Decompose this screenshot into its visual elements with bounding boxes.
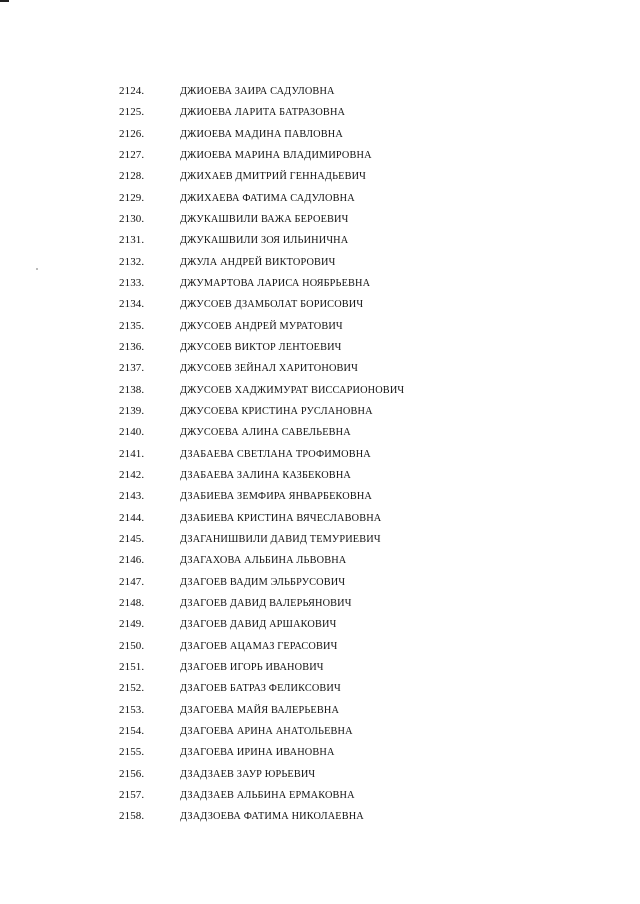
list-item	[0, 678, 640, 699]
entry-name: ДЖУСОЕВА АЛИНА САВЕЛЬЕВНА	[180, 427, 351, 439]
entry-number: 2139.	[119, 404, 145, 417]
entry-name: ДЖУКАШВИЛИ ВАЖА БЕРОЕВИЧ	[180, 213, 349, 225]
entry-number: 2154.	[119, 724, 145, 737]
entry-number: 2140.	[119, 426, 145, 439]
list-item	[0, 188, 640, 209]
entry-number: 2126.	[119, 127, 145, 140]
entry-name: ДЗАГОЕВА АРИНА АНАТОЛЬЕВНА	[180, 725, 353, 737]
entry-number: 2153.	[119, 703, 145, 716]
entry-name: ДЖУСОЕВ АНДРЕЙ МУРАТОВИЧ	[180, 320, 343, 332]
list-item	[0, 358, 640, 379]
entry-number: 2147.	[119, 575, 145, 588]
entry-name: ДЖИОЕВА МАДИНА ПАВЛОВНА	[180, 128, 343, 140]
list-item	[0, 166, 640, 187]
entry-name: ДЖИХАЕВ ДМИТРИЙ ГЕННАДЬЕВИЧ	[180, 171, 367, 183]
entry-number: 2129.	[119, 191, 145, 204]
entry-name: ДЖУСОЕВА КРИСТИНА РУСЛАНОВНА	[180, 405, 373, 417]
entry-number: 2141.	[119, 447, 145, 460]
list-item	[0, 614, 640, 635]
entry-name: ДЗАГОЕВ ДАВИД АРШАКОВИЧ	[180, 619, 337, 631]
entry-number: 2138.	[119, 383, 145, 396]
entry-name: ДЖИОЕВА ЛАРИТА БАТРАЗОВНА	[180, 107, 346, 119]
list-item	[0, 486, 640, 507]
entry-name: ДЖИОЕВА ЗАИРА САДУЛОВНА	[180, 86, 335, 97]
list-item	[0, 294, 640, 315]
list-item	[0, 636, 640, 657]
list-item	[0, 401, 640, 422]
entry-number: 2135.	[119, 319, 145, 332]
entry-number: 2144.	[119, 511, 145, 524]
entry-number: 2152.	[119, 682, 145, 695]
entry-name: ДЗАГОЕВ ВАДИМ ЭЛЬБРУСОВИЧ	[180, 576, 346, 588]
entry-name: ДЖИОЕВА МАРИНА ВЛАДИМИРОВНА	[180, 149, 372, 161]
list-item	[0, 273, 640, 294]
entry-number: 2132.	[119, 255, 145, 268]
entry-name: ДЗАБАЕВА ЗАЛИНА КАЗБЕКОВНА	[180, 469, 351, 481]
entry-number: 2145.	[119, 532, 145, 545]
entry-name: ДЖУСОЕВ ДЗАМБОЛАТ БОРИСОВИЧ	[180, 299, 364, 311]
entry-name: ДЗАБИЕВА ЗЕМФИРА ЯНВАРБЕКОВНА	[180, 491, 373, 503]
entry-name: ДЗАГАХОВА АЛЬБИНА ЛЬВОВНА	[180, 555, 347, 567]
entry-number: 2136.	[119, 340, 145, 353]
entry-name: ДЗАГОЕВ БАТРАЗ ФЕЛИКСОВИЧ	[180, 683, 341, 695]
list-item	[0, 337, 640, 358]
entry-name: ДЗАБИЕВА КРИСТИНА ВЯЧЕСЛАВОВНА	[180, 512, 382, 524]
entry-number: 2158.	[119, 810, 145, 823]
scan-corner-mark	[0, 0, 9, 2]
list-item	[0, 102, 640, 123]
list-item	[0, 529, 640, 550]
entry-number: 2134.	[119, 298, 145, 311]
entry-number: 2155.	[119, 746, 145, 759]
entry-number: 2151.	[119, 660, 145, 673]
entry-name: ДЖУСОЕВ ЗЕЙНАЛ ХАРИТОНОВИЧ	[180, 363, 358, 375]
entry-name: ДЗАГОЕВ ДАВИД ВАЛЕРЬЯНОВИЧ	[180, 597, 352, 609]
list-item	[0, 700, 640, 721]
entry-name: ДЖУЛА АНДРЕЙ ВИКТОРОВИЧ	[180, 256, 336, 268]
entry-number: 2130.	[119, 212, 145, 225]
list-item	[0, 572, 640, 593]
list-item	[0, 785, 640, 806]
list-item	[0, 81, 640, 102]
list-item	[0, 230, 640, 251]
list-item	[0, 124, 640, 145]
list-item	[0, 550, 640, 571]
entry-number: 2137.	[119, 362, 145, 375]
list-item	[0, 764, 640, 785]
entry-name: ДЖИХАЕВА ФАТИМА САДУЛОВНА	[180, 192, 355, 204]
entry-number: 2156.	[119, 767, 145, 780]
entry-name: ДЗАДЗАЕВ АЛЬБИНА ЕРМАКОВНА	[180, 789, 355, 801]
entry-number: 2142.	[119, 468, 145, 481]
entry-number: 2133.	[119, 276, 145, 289]
entry-number: 2150.	[119, 639, 145, 652]
name-list	[0, 81, 640, 827]
entry-name: ДЗАДЗОЕВА ФАТИМА НИКОЛАЕВНА	[180, 811, 364, 823]
entry-number: 2148.	[119, 596, 145, 609]
entry-name: ДЖУКАШВИЛИ ЗОЯ ИЛЬИНИЧНА	[180, 235, 349, 247]
list-item	[0, 422, 640, 443]
list-item	[0, 806, 640, 827]
entry-name: ДЖУМАРТОВА ЛАРИСА НОЯБРЬЕВНА	[180, 277, 371, 289]
list-item	[0, 209, 640, 230]
entry-number: 2128.	[119, 170, 145, 183]
entry-name: ДЖУСОЕВ ХАДЖИМУРАТ ВИССАРИОНОВИЧ	[180, 384, 405, 396]
list-item	[0, 145, 640, 166]
entry-number: 2143.	[119, 490, 145, 503]
entry-name: ДЗАГАНИШВИЛИ ДАВИД ТЕМУРИЕВИЧ	[180, 533, 381, 545]
entry-number: 2127.	[119, 148, 145, 161]
list-item	[0, 657, 640, 678]
list-item	[0, 721, 640, 742]
entry-number: 2131.	[119, 234, 145, 247]
entry-name: ДЗАДЗАЕВ ЗАУР ЮРЬЕВИЧ	[180, 768, 316, 780]
entry-name: ДЗАГОЕВ АЦАМАЗ ГЕРАСОВИЧ	[180, 640, 338, 652]
entry-name: ДЗАБАЕВА СВЕТЛАНА ТРОФИМОВНА	[180, 448, 371, 460]
entry-number: 2149.	[119, 618, 145, 631]
list-item	[0, 444, 640, 465]
entry-name: ДЗАГОЕВА МАЙЯ ВАЛЕРЬЕВНА	[180, 704, 340, 716]
entry-name: ДЖУСОЕВ ВИКТОР ЛЕНТОЕВИЧ	[180, 341, 342, 353]
list-item	[0, 316, 640, 337]
list-item	[0, 742, 640, 763]
entry-number: 2146.	[119, 554, 145, 567]
entry-name: ДЗАГОЕВА ИРИНА ИВАНОВНА	[180, 747, 335, 759]
list-item	[0, 252, 640, 273]
list-item	[0, 593, 640, 614]
list-item	[0, 508, 640, 529]
entry-name: ДЗАГОЕВ ИГОРЬ ИВАНОВИЧ	[180, 661, 324, 673]
entry-number: 2124.	[119, 85, 145, 97]
entry-number: 2125.	[119, 106, 145, 119]
list-item	[0, 380, 640, 401]
list-item	[0, 465, 640, 486]
entry-number: 2157.	[119, 788, 145, 801]
